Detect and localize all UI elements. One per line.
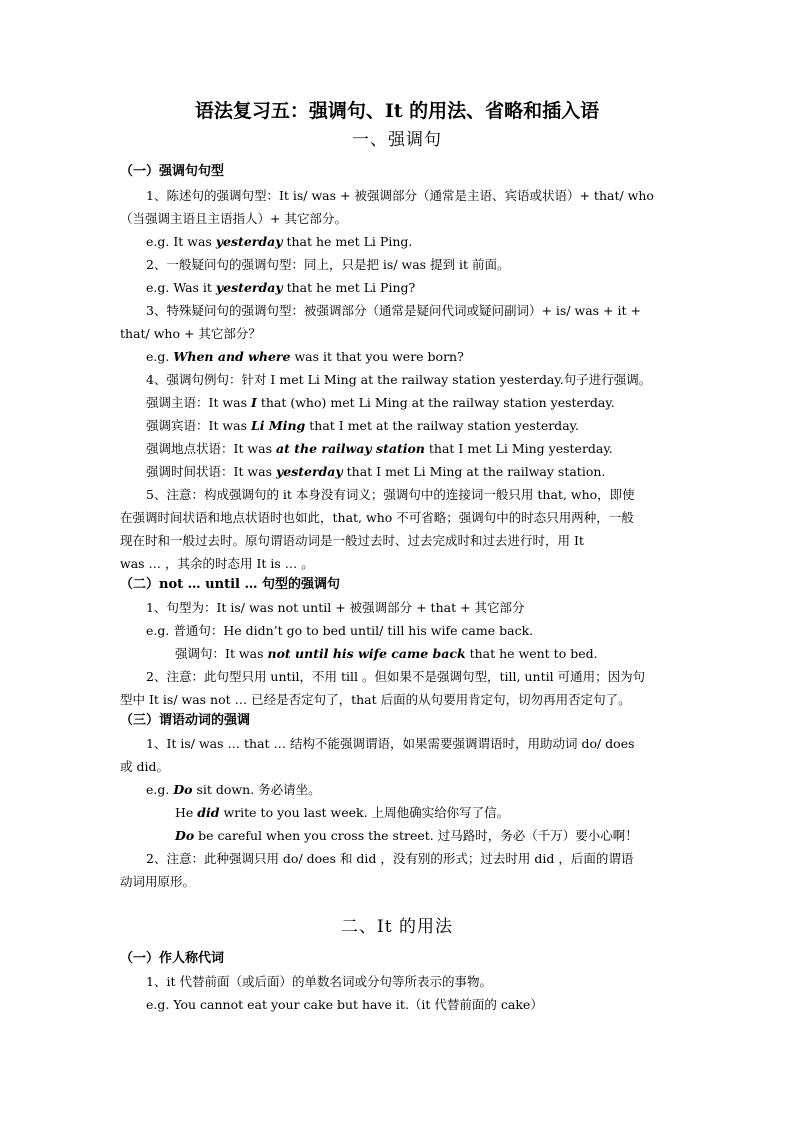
paragraph-line: 1、It is/ was … that … 结构不能强调谓语，如果需要强调谓语时，用助动词 do/ does — [146, 736, 635, 751]
paragraph-line: 在强调时间状语和地点状语时也如此，that, who 不可省略；强调句中的时态只用两种，一般 — [120, 510, 634, 525]
paragraph-line: 5、注意：构成强调句的 it 本身没有词义；强调句中的连接词一般只用 that, who，即使 — [146, 487, 635, 502]
example-text: 强调句：It was — [175, 646, 268, 661]
example-text: e.g. — [146, 782, 174, 797]
page-title: 语法复习五：强调句、It 的用法、省略和插入语 — [194, 100, 600, 122]
example-text: that I met at the railway station yesterday. — [305, 418, 580, 433]
example-line — [146, 233, 412, 251]
emphasized-text: Do — [173, 782, 193, 797]
example-text: that he went to bed. — [465, 646, 598, 661]
example-text: 强调主语：It was — [146, 395, 251, 410]
example-line — [146, 781, 321, 799]
example-text: that he met Li Ping. — [282, 234, 413, 249]
emphasized-text: not until his wife came back — [267, 646, 466, 661]
example-text: be careful when you cross the street. 过马路时，务必（千万）要小心啊！ — [194, 828, 638, 843]
paragraph-line: 2、一般疑问句的强调句型：同上，只是把 is/ was 提到 it 前面。 — [146, 257, 510, 272]
example-line: e.g. You cannot eat your cake but have it.（it 代替前面的 cake） — [146, 997, 543, 1012]
emphasized-text: yesterday — [275, 464, 343, 479]
example-line — [146, 348, 464, 366]
emphasized-text: When and where — [173, 349, 291, 364]
example-text: 强调地点状语：It was — [146, 441, 276, 456]
example-line: e.g. 普通句：He didn’t go to bed until/ till his wife came back. — [146, 623, 534, 638]
paragraph-line: 或 did。 — [120, 759, 169, 774]
paragraph-line: 动词用原形。 — [120, 874, 196, 889]
example-line — [175, 645, 598, 663]
emphasized-text: at the railway station — [275, 441, 425, 456]
example-line — [146, 279, 415, 297]
example-text: sit down. 务必请坐。 — [192, 782, 321, 797]
example-line — [146, 463, 605, 481]
example-text: e.g. Was it — [146, 280, 216, 295]
part1-title: 一、强调句 — [352, 130, 442, 150]
section-heading-2: （二）not … until … 句型的强调句 — [120, 577, 341, 592]
emphasized-text: Li Ming — [250, 418, 306, 433]
paragraph-line: was … ，其余的时态用 It is … 。 — [120, 556, 314, 571]
example-line — [146, 417, 579, 435]
paragraph-line: 1、it 代替前面（或后面）的单数名词或分句等所表示的事物。 — [146, 974, 492, 989]
example-line — [146, 394, 615, 412]
paragraph-line: 4、强调句例句：针对 I met Li Ming at the railway station yesterday.句子进行强调。 — [146, 372, 652, 387]
paragraph-line: that/ who + 其它部分？ — [120, 326, 261, 341]
example-text: that he met Li Ping? — [282, 280, 416, 295]
example-text: write to you last week. 上周他确实给你写了信。 — [219, 805, 510, 820]
example-text: that I met Li Ming at the railway station. — [342, 464, 606, 479]
example-text: 强调宾语：It was — [146, 418, 251, 433]
part2-title: 二、It 的用法 — [341, 917, 453, 937]
example-text: that I met Li Ming yesterday. — [424, 441, 613, 456]
paragraph-line: 2、注意：此种强调只用 do/ does 和 did ，没有别的形式；过去时用 did ，后面的谓语 — [146, 851, 634, 866]
example-text: that (who) met Li Ming at the railway station yesterday. — [256, 395, 615, 410]
paragraph-line: 3、特殊疑问句的强调句型：被强调部分（通常是疑问代词或疑问副词）+ is/ was + it + — [146, 303, 641, 318]
example-line — [175, 804, 509, 822]
emphasized-text: yesterday — [215, 234, 283, 249]
example-text: e.g. — [146, 349, 174, 364]
paragraph-line: 1、句型为：It is/ was not until + 被强调部分 + that + 其它部分 — [146, 600, 525, 615]
paragraph-line: 2、注意：此句型只用 until，不用 till 。但如果不是强调句型，till, until 可通用；因为句 — [146, 669, 646, 684]
emphasized-text: did — [197, 805, 220, 820]
example-text: He — [175, 805, 198, 820]
emphasized-text: I — [250, 395, 257, 410]
example-text: 强调时间状语：It was — [146, 464, 276, 479]
emphasized-text: Do — [175, 828, 195, 843]
example-text: was it that you were born? — [290, 349, 464, 364]
paragraph-line: （当强调主语且主语指人）+ 其它部分。 — [120, 211, 347, 226]
example-line — [175, 827, 638, 845]
section-heading-4: （一）作人称代词 — [120, 951, 225, 966]
emphasized-text: yesterday — [215, 280, 283, 295]
paragraph-line: 型中 It is/ was not … 已经是否定句了，that 后面的从句要用肯定句，切勿再用否定句了。 — [120, 692, 631, 707]
example-text: e.g. It was — [146, 234, 216, 249]
example-line — [146, 440, 613, 458]
section-heading-1: （一）强调句句型 — [120, 164, 225, 179]
section-heading-3: （三）谓语动词的强调 — [120, 713, 251, 728]
paragraph-line: 现在时和一般过去时。原句谓语动词是一般过去时、过去完成时和过去进行时，用 It — [120, 533, 584, 548]
paragraph-line: 1、陈述句的强调句型：It is/ was + 被强调部分（通常是主语、宾语或状语）+ that/ who — [146, 188, 654, 203]
